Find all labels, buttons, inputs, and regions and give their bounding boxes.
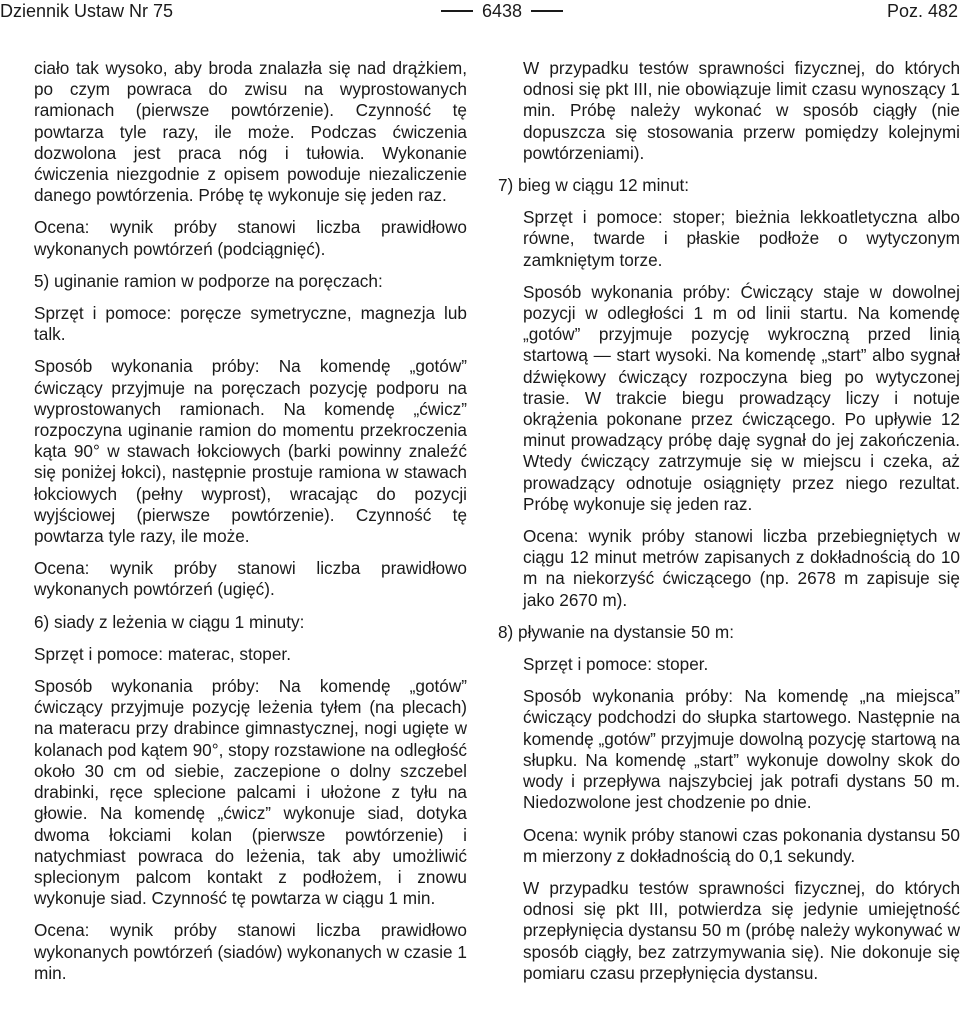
paragraph: Ocena: wynik próby stanowi liczba prawidłowo wykonanych powtórzeń (ugięć). — [34, 558, 467, 600]
section-heading: 8) pływanie na dystansie 50 m: — [498, 621, 734, 642]
paragraph: Sposób wykonania próby: Na komendę „gotów” ćwiczący przyjmuje pozycję leżenia tyłem (na plecach) na materacu przy drabince gimnastycznej, nogi ugięte w kolanach pod kątem 90°, stopy rozstawione na odległość około 30 cm od siebie, zaczepione o dolny szczebel drabinki, ręce splecione palcami i ułożone z tyłu na głowie. Na komendę „ćwicz” wykonuje siad, dotyka dwoma łokciami kolan (pierwsze powtórzenie) i natychmiast powraca do leżenia, tak aby umożliwić splecionym palcom kontakt z podłożem, i znowu wykonuje siad. Czynność tę powtarza w ciągu 1 min. — [34, 676, 468, 909]
paragraph: W przypadku testów sprawności fizycznej, do których odnosi się pkt III, nie obowiązuje limit czasu wynoszący 1 min. Próbę należy wykonać w sposób ciągły (nie dopuszcza się stosowania przerw pomiędzy kolejnymi powtórzeniami). — [523, 58, 960, 163]
paragraph: W przypadku testów sprawności fizycznej, do których odnosi się pkt III, potwierdza się jedynie umiejętność przepłynięcia dystansu 50 m (próbę należy wykonywać w sposób ciągły, bez zatrzymywania się). Nie dokonuje się pomiaru czasu przepłynięcia dystansu. — [523, 877, 960, 983]
paragraph: Ocena: wynik próby stanowi liczba prawidłowo wykonanych powtórzeń (podciągnięć). — [34, 217, 467, 259]
paragraph: Sprzęt i pomoce: poręcze symetryczne, magnezja lub talk. — [34, 303, 467, 345]
right-column — [498, 58, 960, 995]
paragraph: Sposób wykonania próby: Na komendę „gotów” ćwiczący przyjmuje na poręczach pozycję podporu na wyprostowanych ramionach. Na komendę „ćwicz” rozpoczyna uginanie ramion do momentu przekroczenia kąta 90° w stawach łokciowych (barki powinny znaleźć się poniżej łokci), następnie prostuje ramiona w stawach łokciowych (pełny wyprost), wracając do pozycji wyjściowej (pierwsze powtórzenie). Czynność tę powtarza tyle razy, ile może. — [34, 356, 467, 547]
page-header — [0, 0, 960, 30]
paragraph: Sprzęt i pomoce: stoper. — [523, 654, 709, 675]
paragraph: ciało tak wysoko, aby broda znalazła się nad drążkiem, po czym powraca do zwisu na wyprostowanych ramionach (pierwsze powtórzenie). Czynność tę powtarza tyle razy, ile może. Podczas ćwiczenia dozwolona jest praca nóg i tułowia. Wykonanie ćwiczenia niezgodnie z opisem powoduje niezaliczenie danego powtórzenia. Próbę tę wykonuje się jeden raz. — [34, 58, 467, 206]
paragraph: Sposób wykonania próby: Na komendę „na miejsca” ćwiczący podchodzi do słupka startowego. Następnie na komendę „gotów” przyjmuje dowolną pozycję startową na słupku. Na komendę „start” wykonuje dowolny skok do wody i przepływa najszybciej jak potrafi dystans 50 m. Niedozwolone jest chodzenie po dnie. — [523, 686, 960, 813]
left-column — [34, 58, 467, 995]
section-heading: 5) uginanie ramion w podporze na poręczach: — [34, 270, 383, 291]
paragraph: Ocena: wynik próby stanowi czas pokonania dystansu 50 m mierzony z dokładnością do 0,1 sekundy. — [523, 824, 960, 866]
page-number — [432, 2, 572, 20]
dash-right — [531, 10, 563, 12]
paragraph: Ocena: wynik próby stanowi liczba przebiegniętych w ciągu 12 minut metrów zapisanych z dokładnością do 10 m na niekorzyść ćwiczącego (np. 2678 m zapisuje się jako 2670 m). — [523, 526, 960, 610]
paragraph: Sprzęt i pomoce: stoper; bieżnia lekkoatletyczna albo równe, twarde i płaskie podłoże o wytyczonym zamkniętym torze. — [523, 207, 960, 270]
section-heading: 7) bieg w ciągu 12 minut: — [498, 175, 690, 196]
position-number: Poz. 482 — [886, 1, 958, 21]
paragraph: Sprzęt i pomoce: materac, stoper. — [34, 643, 291, 664]
paragraph: Sposób wykonania próby: Ćwiczący staje w dowolnej pozycji w odległości 1 m od linii startu. Na komendę „gotów” przyjmuje pozycję wykroczną przed linią startową — start wysoki. Na komendę „start” albo sygnał dźwiękowy ćwiczący rozpoczyna bieg po wytyczonej trasie. W trakcie biegu prowadzący liczy i notuje okrążenia pokonane przez ćwiczącego. Po upływie 12 minut prowadzący próbę daję sygnał do jej zakończenia. Wtedy ćwiczący zatrzymuje się w miejscu i czeka, aż prowadzący odnotuje osiągnięty przez niego rezultat. Próbę wykonuje się jeden raz. — [523, 281, 960, 514]
page-number-text: 6438 — [482, 1, 523, 21]
section-heading: 6) siady z leżenia w ciągu 1 minuty: — [34, 611, 305, 632]
dash-left — [441, 10, 473, 12]
journal-title: Dziennik Ustaw Nr 75 — [0, 1, 174, 21]
paragraph: Ocena: wynik próby stanowi liczba prawidłowo wykonanych powtórzeń (siadów) wykonanych w czasie 1 min. — [34, 920, 467, 983]
